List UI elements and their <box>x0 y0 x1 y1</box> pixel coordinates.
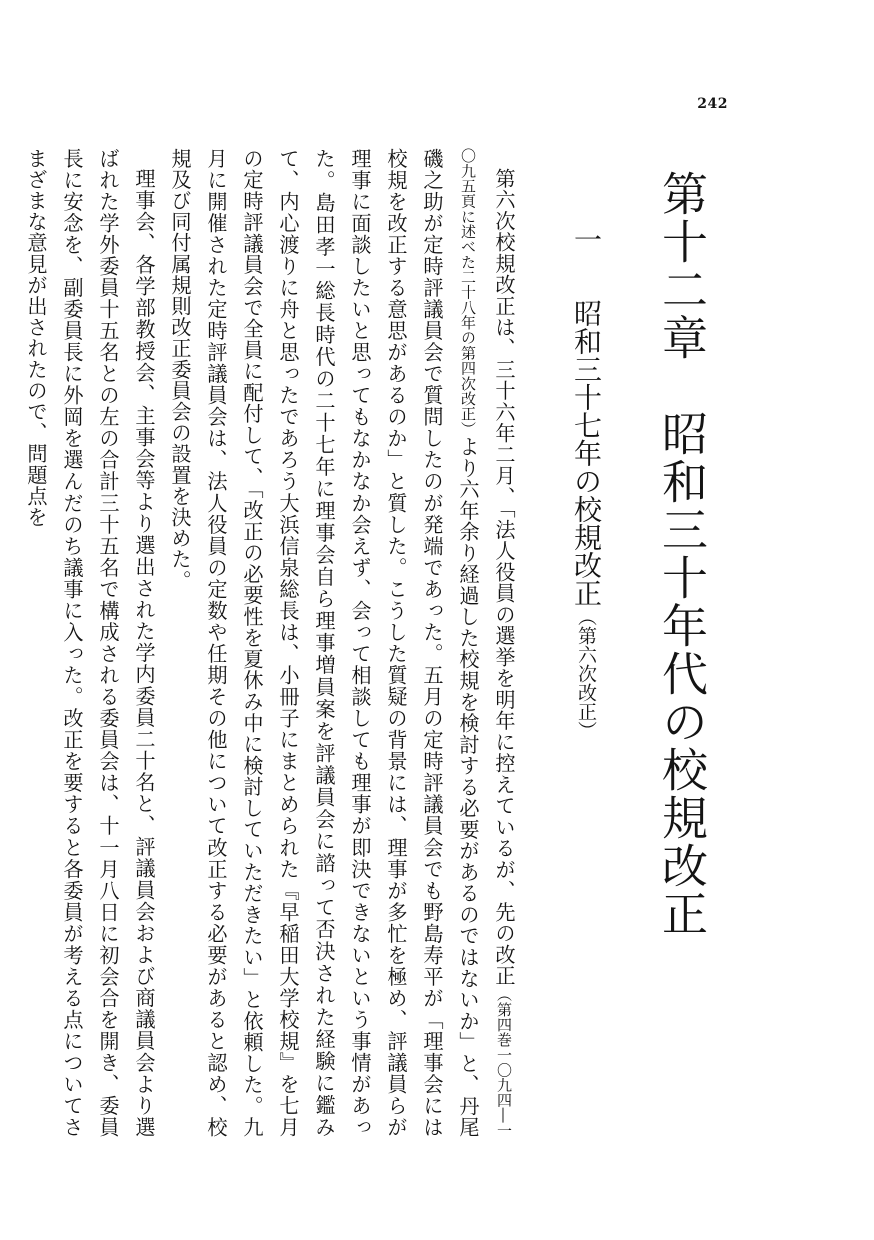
chapter-title: 第十二章 昭和三十年代の校規改正 <box>655 170 709 938</box>
paragraph-2: 理事会、各学部教授会、主事会等より選出された学内委員二十名と、評議員会および商議員会より選ばれた学外委員十五名との左の合計三十五名で構成される委員会は、十一月八日に初会合を開き、委員長に安念を、副委員長に外岡を選んだのち議事に入った。改正を要すると各委員が考える点についてさまざまな意見が出されたので、問題点を <box>24 148 156 1138</box>
paragraph-1-part-2: より六年余り経過した校規を検討する必要があるのではないか」と、丹尾磯之助が定時評議員会で質問したのが発端であった。五月の定時評議員会でも野島寿平が「理事会には校規を改正する意思があるのか」と質した。こうした質疑の背景には、理事が多忙を極め、評議員らが理事に面談したいと思ってもなかなか会えず、会って相談しても理事が即決できないという事情があった。島田孝一総長時代の二十七年に理事会自ら理事増員案を評議員会に諮って否決された経験に鑑みて、内心渡りに舟と思ったであろう大浜信泉総長は、小冊子にまとめられた『早稲田大学校規』を七月の定時評議員会で全員に配付して、「改正の必要性を夏休み中に検討していただきたい」と依頼した。九月に開催された定時評議員会は、法人役員の定数や任期その他について改正する必要があると認め、校規及び同付属規則改正委員会の設置を決めた。 <box>168 148 480 1139</box>
inline-note: （第四巻一〇九四―一〇九五頁に述べた二十八年の第四次改正） <box>459 148 513 1139</box>
paragraph-1 <box>162 148 522 1138</box>
page-number: 242 <box>697 96 728 112</box>
section-number: 一 <box>570 225 603 253</box>
paragraph-1-part-1: 第六次校規改正は、三十六年二月、「法人役員の選挙を明年に控えているが、先の改正 <box>492 168 516 987</box>
section-paren: （第六次改正） <box>575 607 597 740</box>
body-text <box>24 148 522 1139</box>
section-gap <box>570 271 603 299</box>
section-title: 昭和三十七年の校規改正 <box>570 299 603 607</box>
section-heading <box>566 225 606 765</box>
